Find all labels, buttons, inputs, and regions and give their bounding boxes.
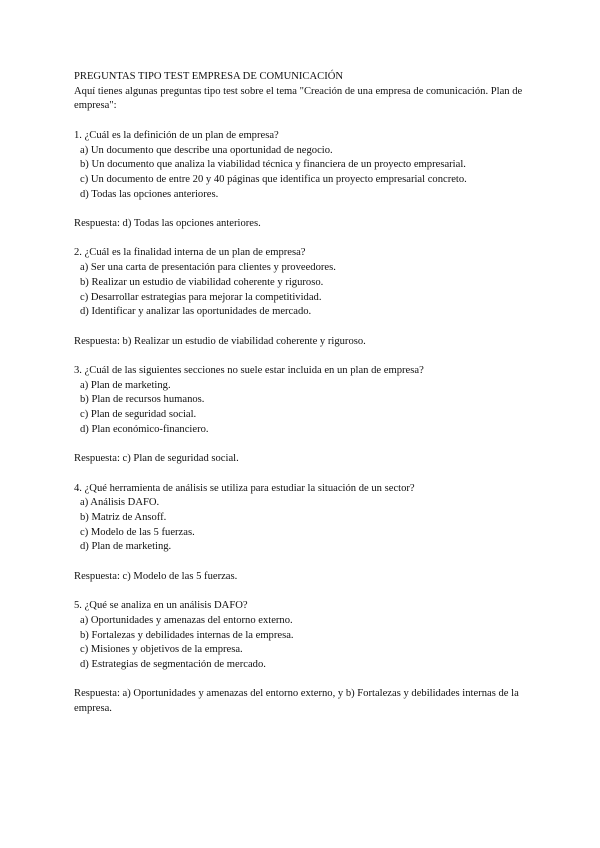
spacer: [74, 555, 534, 570]
document-page: [74, 70, 534, 717]
document-title: PREGUNTAS TIPO TEST EMPRESA DE COMUNICACIÓN: [74, 71, 344, 82]
spacer: [74, 320, 534, 335]
question-3-option-d: d) Plan económico-financiero.: [80, 423, 209, 435]
question-2-answer: Respuesta: b) Realizar un estudio de viabilidad coherente y riguroso.: [74, 335, 366, 347]
spacer: [74, 467, 534, 482]
question-3-answer: Respuesta: c) Plan de seguridad social.: [74, 453, 239, 465]
question-2-option-b: b) Realizar un estudio de viabilidad coherente y riguroso.: [80, 276, 324, 288]
question-5-option-c: c) Misiones y objetivos de la empresa.: [80, 644, 243, 656]
spacer: [74, 584, 534, 599]
question-5-option-d: d) Estrategias de segmentación de mercado.: [80, 658, 266, 670]
question-2-option-c: c) Desarrollar estrategias para mejorar la competitividad.: [80, 291, 322, 303]
question-4-option-d: d) Plan de marketing.: [80, 541, 172, 553]
question-4-option-a: a) Análisis DAFO.: [80, 497, 160, 509]
question-1-answer: Respuesta: d) Todas las opciones anteriores.: [74, 218, 261, 229]
question-2: 2. ¿Cuál es la finalidad interna de un plan de empresa?: [74, 247, 306, 259]
question-3-option-a: a) Plan de marketing.: [80, 379, 171, 391]
spacer: [74, 438, 534, 453]
question-1-option-d: d) Todas las opciones anteriores.: [80, 188, 219, 200]
question-3-option-b: b) Plan de recursos humanos.: [80, 394, 205, 406]
question-5-option-b: b) Fortalezas y debilidades internas de la empresa.: [80, 629, 294, 641]
question-1-option-a: a) Un documento que describe una oportunidad de negocio.: [80, 144, 333, 156]
question-5-answer: Respuesta: a) Oportunidades y amenazas del entorno externo, y b) Fortalezas y debilidades internas de la empresa.: [74, 688, 519, 715]
spacer: [74, 114, 534, 129]
question-2-option-d: d) Identificar y analizar las oportunidades de mercado.: [80, 306, 312, 318]
spacer: [74, 673, 534, 688]
question-4: 4. ¿Qué herramienta de análisis se utiliza para estudiar la situación de un sector?: [74, 482, 415, 494]
spacer: [74, 202, 534, 217]
question-1-option-b: b) Un documento que analiza la viabilidad técnica y financiera de un proyecto empresarial.: [80, 159, 466, 171]
document-intro: Aquí tienes algunas preguntas tipo test sobre el tema "Creación de una empresa de comunicación. Plan de empresa":: [74, 85, 523, 112]
question-3: 3. ¿Cuál de las siguientes secciones no suele estar incluida en un plan de empresa?: [74, 364, 424, 376]
question-1: 1. ¿Cuál es la definición de un plan de empresa?: [74, 129, 279, 141]
question-5: 5. ¿Qué se analiza en un análisis DAFO?: [74, 600, 248, 612]
question-3-option-c: c) Plan de seguridad social.: [80, 409, 197, 421]
question-4-option-c: c) Modelo de las 5 fuerzas.: [80, 526, 195, 538]
question-4-answer: Respuesta: c) Modelo de las 5 fuerzas.: [74, 570, 238, 582]
question-4-option-b: b) Matriz de Ansoff.: [80, 511, 167, 523]
question-1-option-c: c) Un documento de entre 20 y 40 páginas que identifica un proyecto empresarial concreto.: [80, 173, 467, 185]
question-2-option-a: a) Ser una carta de presentación para clientes y proveedores.: [80, 262, 336, 274]
question-5-option-a: a) Oportunidades y amenazas del entorno externo.: [80, 614, 293, 626]
spacer: [74, 349, 534, 364]
spacer: [74, 232, 534, 247]
